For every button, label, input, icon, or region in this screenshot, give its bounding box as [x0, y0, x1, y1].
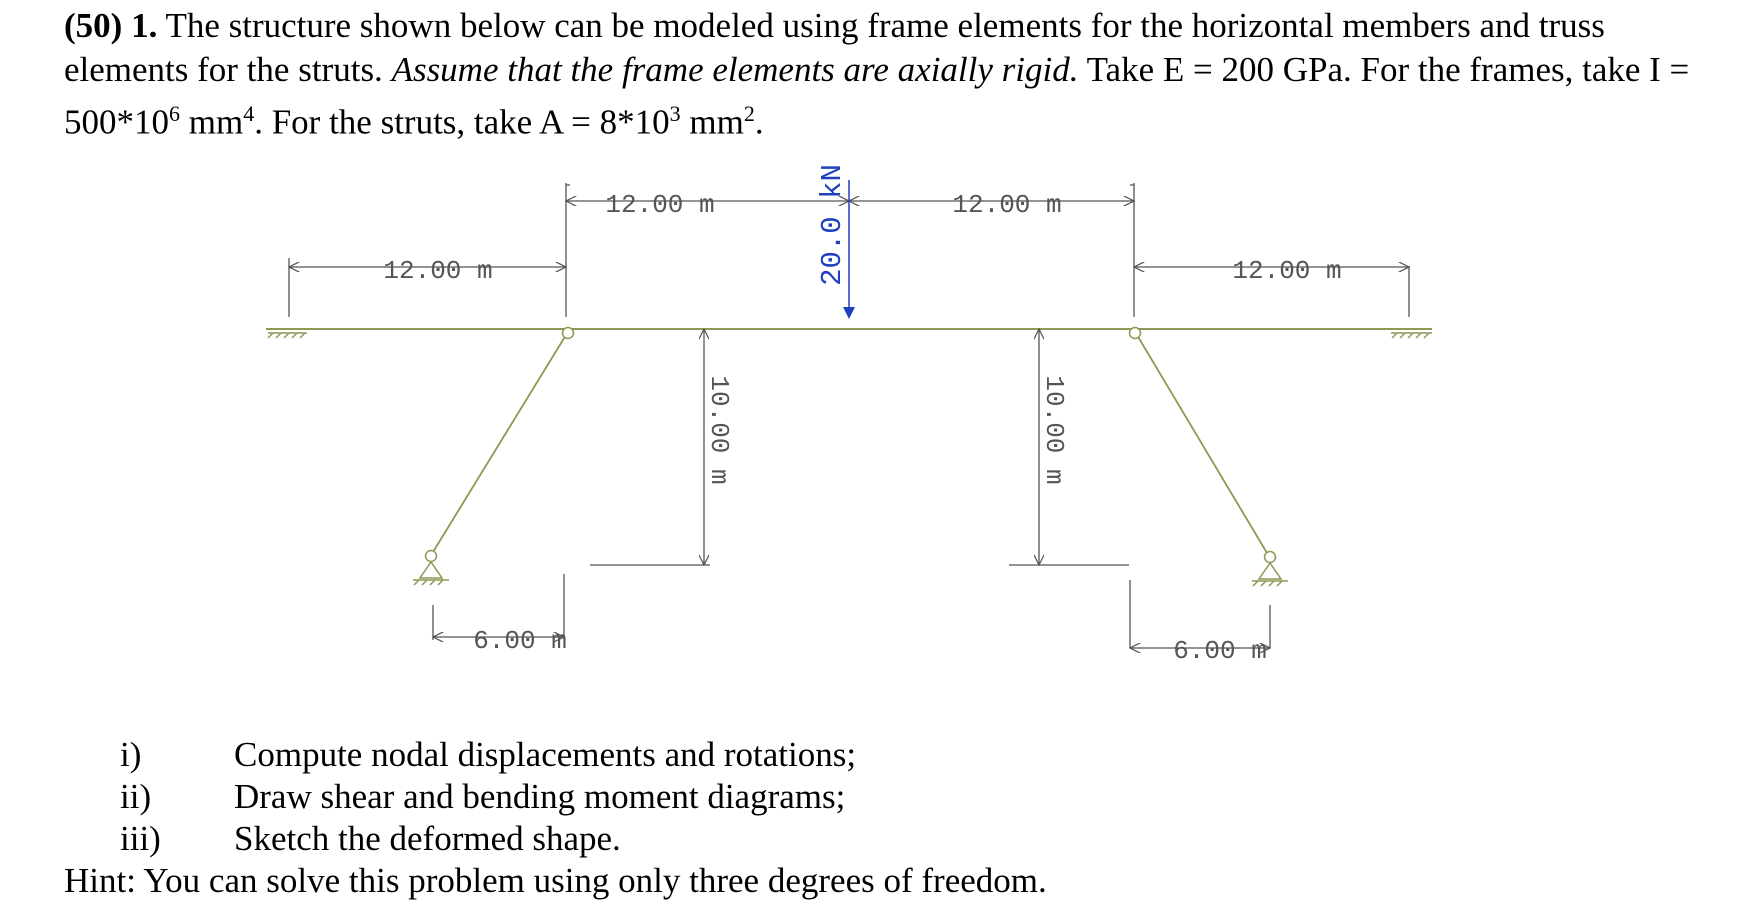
problem-text-2: Take E = 200 GPa. For the frames, take I = 500*10	[64, 50, 1690, 142]
pin-support-right	[1252, 552, 1288, 587]
task-item	[64, 734, 1724, 776]
dim-label-top-left: 12.00 m	[605, 190, 715, 220]
unit-mm-1: mm	[188, 102, 244, 142]
exponent-6: 6	[169, 101, 180, 126]
unit-mm-2: mm	[689, 102, 744, 142]
dim-label-outer-right: 12.00 m	[1232, 256, 1342, 286]
problem-number: 1.	[131, 6, 158, 45]
task-text: Compute nodal displacements and rotations;	[234, 735, 857, 774]
problem-text-1: The structure shown below can be modeled using frame elements for the horizontal members and truss elements for the struts.	[64, 6, 1605, 89]
task-text: Sketch the deformed shape.	[234, 819, 621, 858]
task-list	[64, 734, 1724, 900]
task-item	[64, 818, 1724, 860]
problem-assumption: Assume that the frame elements are axially rigid.	[391, 50, 1079, 89]
exponent-2: 2	[743, 101, 755, 126]
task-number: i)	[120, 735, 142, 774]
problem-text-3: . For the struts, take A = 8*10	[254, 102, 670, 142]
exponent-4: 4	[243, 101, 255, 126]
exponent-3: 3	[669, 101, 681, 126]
dim-label-height-right: 10.00 m	[1039, 375, 1069, 485]
task-number: iii)	[120, 819, 161, 858]
task-number: ii)	[120, 777, 152, 816]
pin-support-left	[413, 551, 449, 586]
hinge-left-top	[563, 328, 574, 339]
load-label: 20.0 kN	[816, 164, 849, 286]
dim-label-top-right: 12.00 m	[952, 190, 1062, 220]
dim-label-outer-left: 12.00 m	[383, 256, 493, 286]
strut-left	[433, 335, 566, 552]
fixed-support-left	[268, 333, 307, 338]
problem-period: .	[754, 102, 764, 142]
hint-text: Hint: You can solve this problem using only three degrees of freedom.	[64, 861, 1047, 900]
strut-right	[1137, 335, 1267, 553]
hinge-right-top	[1130, 328, 1141, 339]
problem-marks: (50)	[64, 6, 123, 45]
fixed-support-right	[1391, 333, 1432, 338]
task-item	[64, 776, 1724, 818]
dim-label-height-left: 10.00 m	[704, 375, 734, 485]
dim-label-base-left: 6.00 m	[473, 626, 567, 656]
load-arrow-head	[843, 307, 855, 319]
dim-label-base-right: 6.00 m	[1173, 636, 1267, 666]
task-text: Draw shear and bending moment diagrams;	[234, 777, 846, 816]
